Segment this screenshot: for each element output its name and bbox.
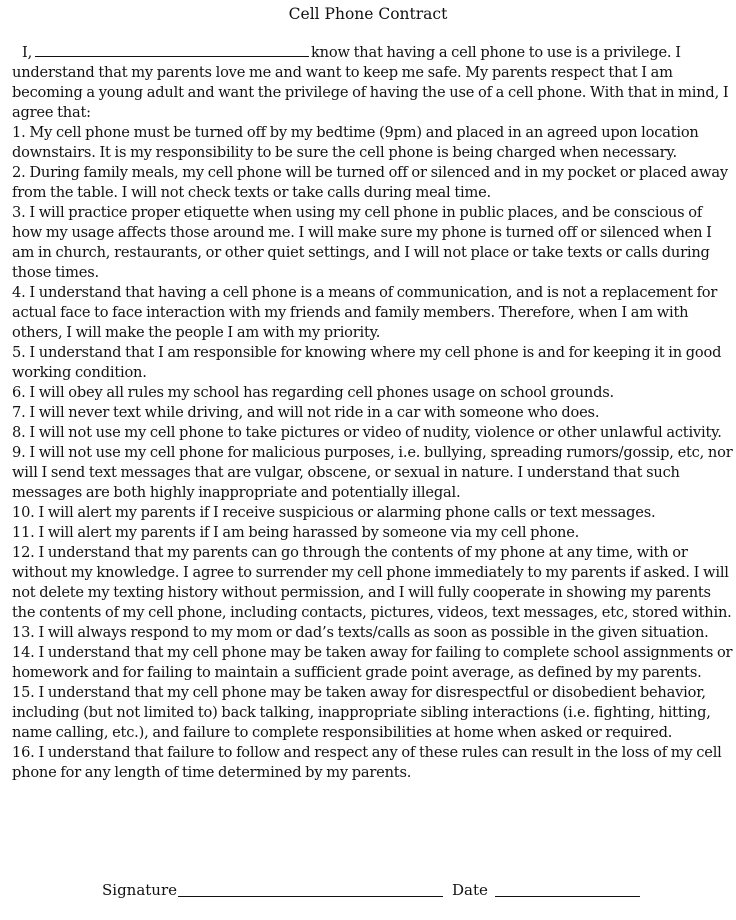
- rule-item: 3. I will practice proper etiquette when using my cell phone in public places, and be conscious of how my usage affects those around me. I will make sure my phone is turned off or silenced when I am in church, restaurants, or other quiet settings, and I will not place or take texts or calls during those times.: [12, 204, 712, 281]
- rule-item: 8. I will not use my cell phone to take pictures or video of nudity, violence or other unlawful activity.: [12, 424, 722, 441]
- rule-item: 4. I understand that having a cell phone is a means of communication, and is not a replacement for actual face to face interaction with my friends and family members. Therefore, when I am with others, I will make the people I am with my priority.: [12, 284, 718, 341]
- rule-item: 13. I will always respond to my mom or dad’s texts/calls as soon as possible in the given situation.: [12, 624, 709, 641]
- rule-item: 10. I will alert my parents if I receive suspicious or alarming phone calls or text messages.: [12, 504, 656, 521]
- contract-body: [12, 42, 734, 783]
- date-label: Date: [452, 881, 488, 899]
- rule-item: 6. I will obey all rules my school has regarding cell phones usage on school grounds.: [12, 384, 614, 401]
- rule-item: 2. During family meals, my cell phone will be turned off or silenced and in my pocket or placed away from the table. I will not check texts or take calls during meal time.: [12, 164, 728, 201]
- date-line[interactable]: [495, 896, 640, 897]
- name-blank-line[interactable]: [35, 42, 309, 57]
- document-title: Cell Phone Contract: [288, 5, 448, 23]
- signature-label: Signature: [102, 881, 178, 899]
- intro-prefix: I,: [22, 44, 33, 61]
- rule-item: 14. I understand that my cell phone may be taken away for failing to complete school assignments or homework and for failing to maintain a sufficient grade point average, as defined by my parents.: [12, 644, 733, 681]
- rule-item: 15. I understand that my cell phone may be taken away for disrespectful or disobedient behavior, including (but not limited to) back talking, inappropriate sibling interactions (i.e. fighting, hitting, name calling, etc.), and failure to complete responsibilities at home when asked or required.: [12, 684, 711, 741]
- rule-item: 9. I will not use my cell phone for malicious purposes, i.e. bullying, spreading rumors/gossip, etc, nor will I send text messages that are vulgar, obscene, or sexual in nature. I understand that such messages are both highly inappropriate and potentially illegal.: [12, 444, 733, 501]
- rule-item: 7. I will never text while driving, and will not ride in a car with someone who does.: [12, 404, 600, 421]
- intro-paragraph: [12, 42, 734, 123]
- rule-item: 16. I understand that failure to follow and respect any of these rules can result in the loss of my cell phone for any length of time determined by my parents.: [12, 744, 722, 781]
- rule-item: 11. I will alert my parents if I am being harassed by someone via my cell phone.: [12, 524, 580, 541]
- rule-item: 5. I understand that I am responsible for knowing where my cell phone is and for keeping it in good working condition.: [12, 344, 722, 381]
- signature-line[interactable]: [178, 896, 443, 897]
- rule-item: 1. My cell phone must be turned off by my bedtime (9pm) and placed in an agreed upon location downstairs. It is my responsibility to be sure the cell phone is being charged when necessary.: [12, 124, 699, 161]
- rule-item: 12. I understand that my parents can go through the contents of my phone at any time, with or without my knowledge. I agree to surrender my cell phone immediately to my parents if asked. I will not delete my texting history without permission, and I will fully cooperate in showing my parents the contents of my cell phone, including contacts, pictures, videos, text messages, etc, stored within.: [12, 544, 732, 621]
- signature-footer: [0, 880, 736, 904]
- intro-text: know that having a cell phone to use is a privilege. I understand that my parents love me and want to keep me safe. My parents respect that I am becoming a young adult and want the privilege of having the use of a cell phone. With that in mind, I agree that:: [12, 44, 729, 121]
